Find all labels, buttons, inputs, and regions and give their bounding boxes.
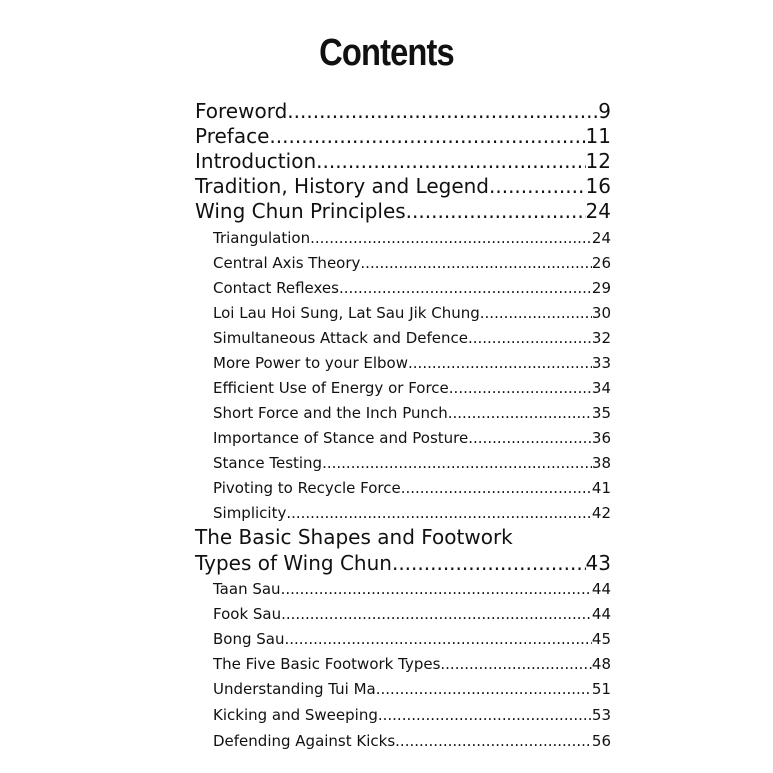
dot-leader — [440, 652, 592, 677]
toc-entry-inch-punch[interactable] — [213, 401, 611, 426]
toc-entry-title: More Power to your Elbow — [213, 354, 409, 372]
dot-leader — [339, 276, 592, 301]
dot-leader — [316, 149, 585, 174]
toc-entry-page: 33 — [591, 354, 611, 372]
dot-leader — [281, 577, 592, 602]
toc-entry-stance-testing[interactable] — [213, 451, 611, 476]
dot-leader — [286, 501, 592, 526]
toc-entry-foreword[interactable] — [195, 99, 611, 124]
toc-entry-title: Importance of Stance and Posture — [213, 429, 469, 447]
toc-entry-page: 56 — [591, 732, 611, 750]
toc-entry-title: Pivoting to Recycle Force — [213, 479, 401, 497]
toc-entry-title: Foreword — [195, 99, 288, 123]
toc-entry-fook-sau[interactable] — [213, 602, 611, 627]
dot-leader — [408, 351, 592, 376]
toc-entry-page: 11 — [585, 124, 611, 148]
toc-entry-title: Defending Against Kicks — [213, 732, 396, 750]
toc-entry-page: 9 — [598, 99, 611, 123]
toc-entry-title: Wing Chun Principles — [195, 199, 406, 223]
toc-entry-page: 26 — [591, 254, 611, 272]
toc-entry-page: 30 — [591, 304, 611, 322]
toc-entry-title: Tradition, History and Legend — [195, 174, 489, 198]
toc-entry-title: Simultaneous Attack and Defence — [213, 329, 468, 347]
dot-leader — [406, 199, 586, 224]
toc-entry-title: Kicking and Sweeping — [213, 706, 378, 724]
dot-leader — [401, 476, 592, 501]
toc-entry-tui-ma[interactable] — [213, 677, 611, 702]
toc-entry-page: 44 — [591, 580, 611, 598]
dot-leader — [310, 226, 592, 251]
toc-entry-title: Introduction — [195, 149, 317, 173]
toc-entry-page: 24 — [585, 199, 611, 223]
toc-entry-title: Loi Lau Hoi Sung, Lat Sau Jik Chung — [213, 304, 480, 322]
toc-entry-triangulation[interactable] — [213, 226, 611, 251]
toc-entry-pivoting[interactable] — [213, 476, 611, 501]
toc-entry-page: 32 — [591, 329, 611, 347]
toc-entry-title: Fook Sau — [213, 605, 282, 623]
dot-leader — [392, 551, 586, 576]
toc-entry-page: 34 — [591, 379, 611, 397]
toc-entry-title: Taan Sau — [213, 580, 281, 598]
dot-leader — [480, 301, 592, 326]
toc-entry-page: 41 — [591, 479, 611, 497]
dot-leader — [376, 677, 592, 702]
toc-entry-title: Simplicity — [213, 504, 287, 522]
dot-leader — [284, 627, 591, 652]
toc-entry-title: Preface — [195, 124, 270, 148]
toc-entry-page: 16 — [585, 174, 611, 198]
toc-entry-page: 43 — [585, 551, 611, 575]
toc-entry-page: 44 — [591, 605, 611, 623]
toc-entry-title: The Five Basic Footwork Types — [213, 655, 441, 673]
toc-entry-contact-reflexes[interactable] — [213, 276, 611, 301]
toc-entry-types[interactable] — [195, 551, 611, 576]
toc-entry-title: Short Force and the Inch Punch — [213, 404, 448, 422]
dot-leader — [281, 602, 592, 627]
toc-entry-page: 48 — [591, 655, 611, 673]
toc-entry-page: 38 — [591, 454, 611, 472]
toc-entry-elbow[interactable] — [213, 351, 611, 376]
dot-leader — [269, 124, 585, 149]
toc-entry-stance-posture[interactable] — [213, 426, 611, 451]
toc-entry-title: Stance Testing — [213, 454, 323, 472]
toc-entry-page: 24 — [591, 229, 611, 247]
toc-entry-introduction[interactable] — [195, 149, 611, 174]
toc-entry-title: Bong Sau — [213, 630, 285, 648]
toc-entry-defending-kicks[interactable] — [213, 729, 611, 754]
dot-leader — [489, 174, 586, 199]
dot-leader — [322, 451, 592, 476]
dot-leader — [448, 401, 592, 426]
toc-entry-title: Understanding Tui Ma — [213, 680, 376, 698]
dot-leader — [360, 251, 592, 276]
toc-entry-page: 51 — [591, 680, 611, 698]
toc-entry-title: Efficient Use of Energy or Force — [213, 379, 449, 397]
dot-leader — [287, 99, 598, 124]
toc-entry-title: Types of Wing Chun — [195, 551, 392, 575]
toc-entry-central-axis[interactable] — [213, 251, 611, 276]
toc-entry-tradition[interactable] — [195, 174, 611, 199]
toc-entry-footwork-types[interactable] — [213, 652, 611, 677]
toc-entry-taan-sau[interactable] — [213, 577, 611, 602]
toc-entry-principles[interactable] — [195, 199, 611, 224]
dot-leader — [395, 729, 592, 754]
dot-leader — [378, 703, 592, 728]
toc-entry-title: Triangulation — [213, 229, 311, 247]
toc-entry-simultaneous[interactable] — [213, 326, 611, 351]
toc-entry-loi-lau[interactable] — [213, 301, 611, 326]
dot-leader — [449, 376, 592, 401]
toc-entry-page: 53 — [591, 706, 611, 724]
page-title: Contents — [319, 32, 454, 74]
toc-entry-page: 35 — [591, 404, 611, 422]
dot-leader — [468, 426, 592, 451]
toc-entry-page: 12 — [585, 149, 611, 173]
dot-leader — [468, 326, 592, 351]
toc-entry-preface[interactable] — [195, 124, 611, 149]
toc-entry-title: Contact Reflexes — [213, 279, 339, 297]
toc-section-heading: The Basic Shapes and Footwork — [195, 525, 513, 549]
toc-entry-energy[interactable] — [213, 376, 611, 401]
toc-entry-page: 29 — [591, 279, 611, 297]
toc-entry-page: 36 — [591, 429, 611, 447]
toc-entry-bong-sau[interactable] — [213, 627, 611, 652]
toc-entry-kicking[interactable] — [213, 703, 611, 728]
toc-entry-simplicity[interactable] — [213, 501, 611, 526]
toc-entry-page: 42 — [591, 504, 611, 522]
toc-entry-page: 45 — [591, 630, 611, 648]
toc-entry-title: Central Axis Theory — [213, 254, 361, 272]
